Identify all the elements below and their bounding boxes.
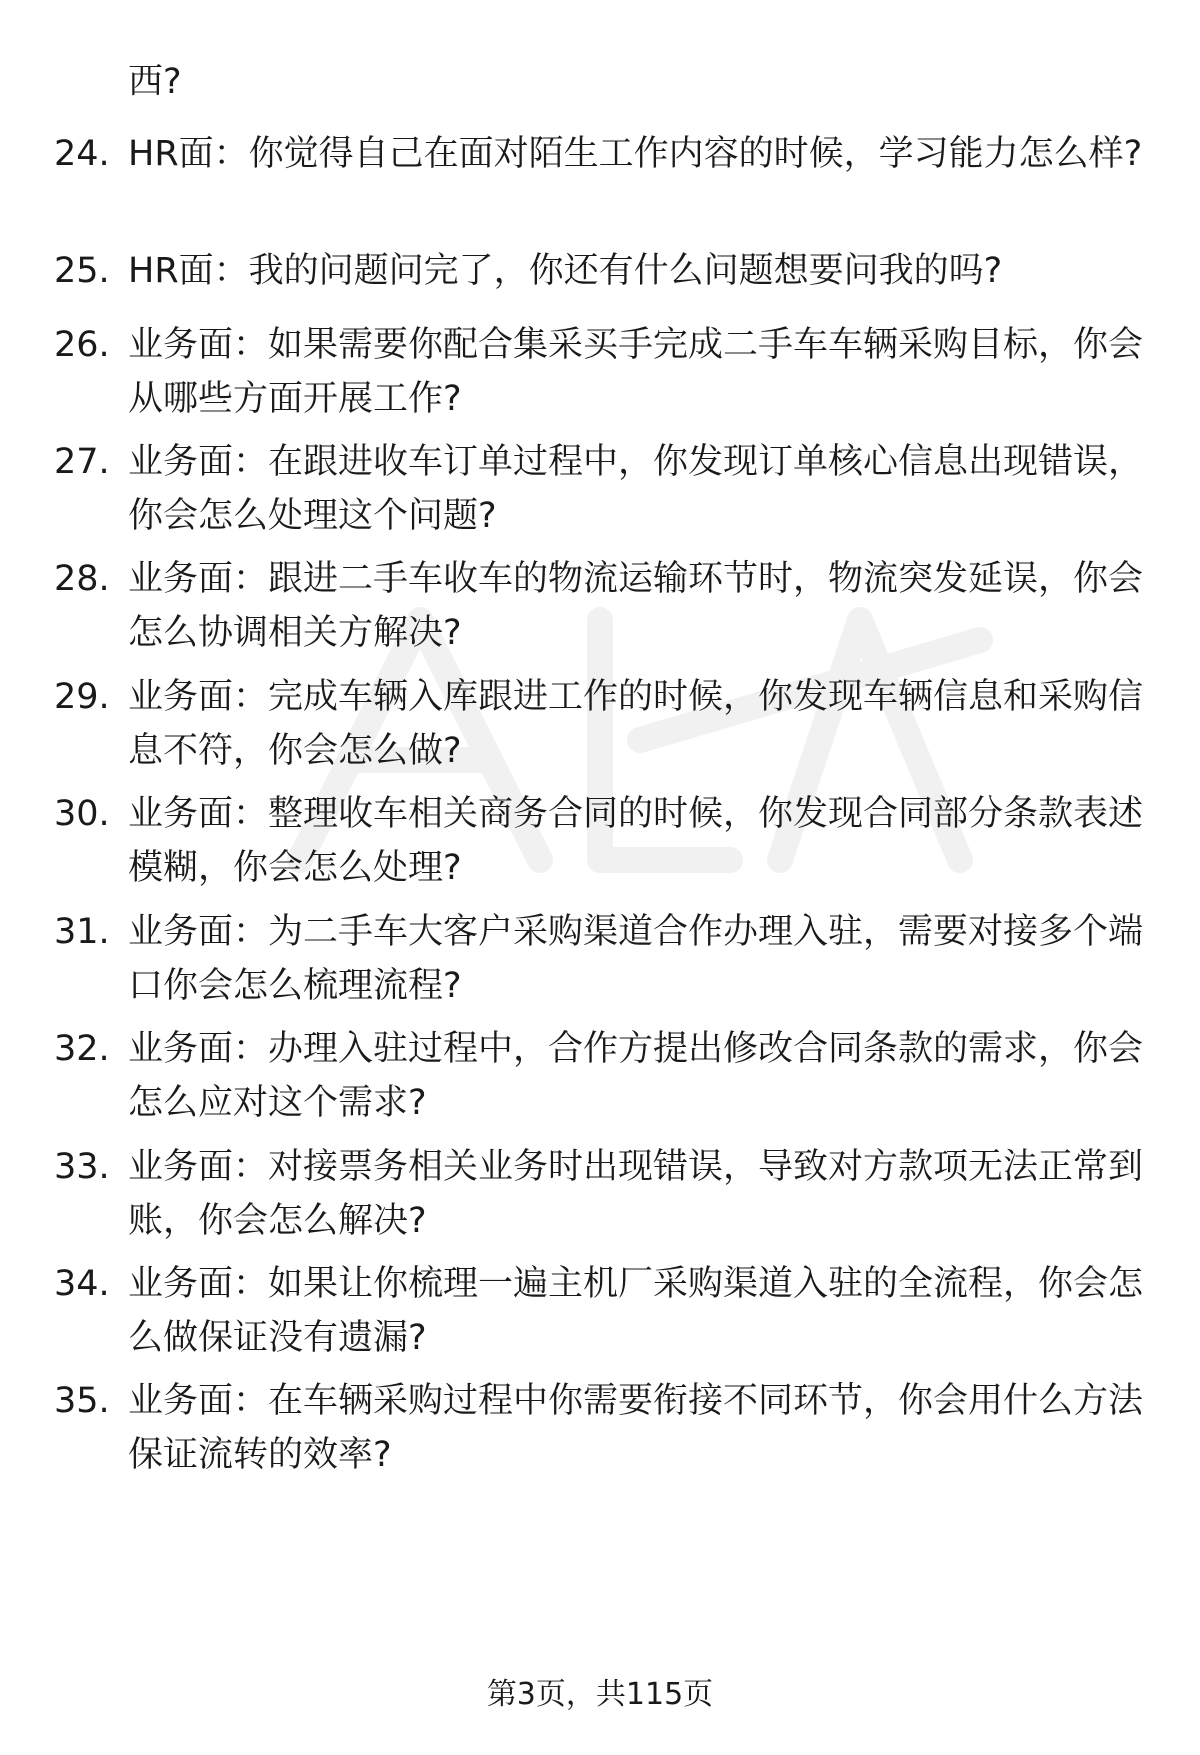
question-text: 业务面：整理收车相关商务合同的时候，你发现合同部分条款表述模糊，你会怎么处理? xyxy=(128,794,1144,888)
question-text: 业务面：完成车辆入库跟进工作的时候，你发现车辆信息和采购信息不符，你会怎么做? xyxy=(128,677,1144,771)
question-number: 28. xyxy=(54,559,110,599)
question-number: 27. xyxy=(54,442,110,482)
question-number: 33. xyxy=(54,1147,110,1187)
question-number: 26. xyxy=(54,325,110,365)
question-number: 30. xyxy=(54,794,110,834)
question-number: 32. xyxy=(54,1029,110,1069)
page-footer: 第3页，共115页 xyxy=(486,1677,714,1712)
question-text: HR面：我的问题问完了，你还有什么问题想要问我的吗? xyxy=(128,251,1003,291)
question-number: 29. xyxy=(54,677,110,717)
question-text: 业务面：为二手车大客户采购渠道合作办理入驻，需要对接多个端口你会怎么梳理流程? xyxy=(128,912,1144,1006)
question-text: 业务面：对接票务相关业务时出现错误，导致对方款项无法正常到账，你会怎么解决? xyxy=(128,1147,1144,1241)
question-number: 34. xyxy=(54,1264,110,1304)
question-number: 31. xyxy=(54,912,110,952)
question-number: 25. xyxy=(54,251,110,291)
question-text: 业务面：在车辆采购过程中你需要衔接不同环节，你会用什么方法保证流转的效率? xyxy=(128,1381,1144,1475)
continued-question-tail: 西? xyxy=(128,62,182,102)
question-text: 业务面：如果让你梳理一遍主机厂采购渠道入驻的全流程，你会怎么做保证没有遗漏? xyxy=(128,1264,1144,1358)
question-number: 24. xyxy=(54,134,110,174)
question-text: 业务面：如果需要你配合集采买手完成二手车车辆采购目标，你会从哪些方面开展工作? xyxy=(128,325,1144,419)
question-text: 业务面：跟进二手车收车的物流运输环节时，物流突发延误，你会怎么协调相关方解决? xyxy=(128,559,1144,653)
question-text: 业务面：办理入驻过程中，合作方提出修改合同条款的需求，你会怎么应对这个需求? xyxy=(128,1029,1144,1123)
question-number: 35. xyxy=(54,1381,110,1421)
question-text: HR面：你觉得自己在面对陌生工作内容的时候，学习能力怎么样? xyxy=(128,134,1143,174)
question-text: 业务面：在跟进收车订单过程中，你发现订单核心信息出现错误，你会怎么处理这个问题? xyxy=(128,442,1144,536)
